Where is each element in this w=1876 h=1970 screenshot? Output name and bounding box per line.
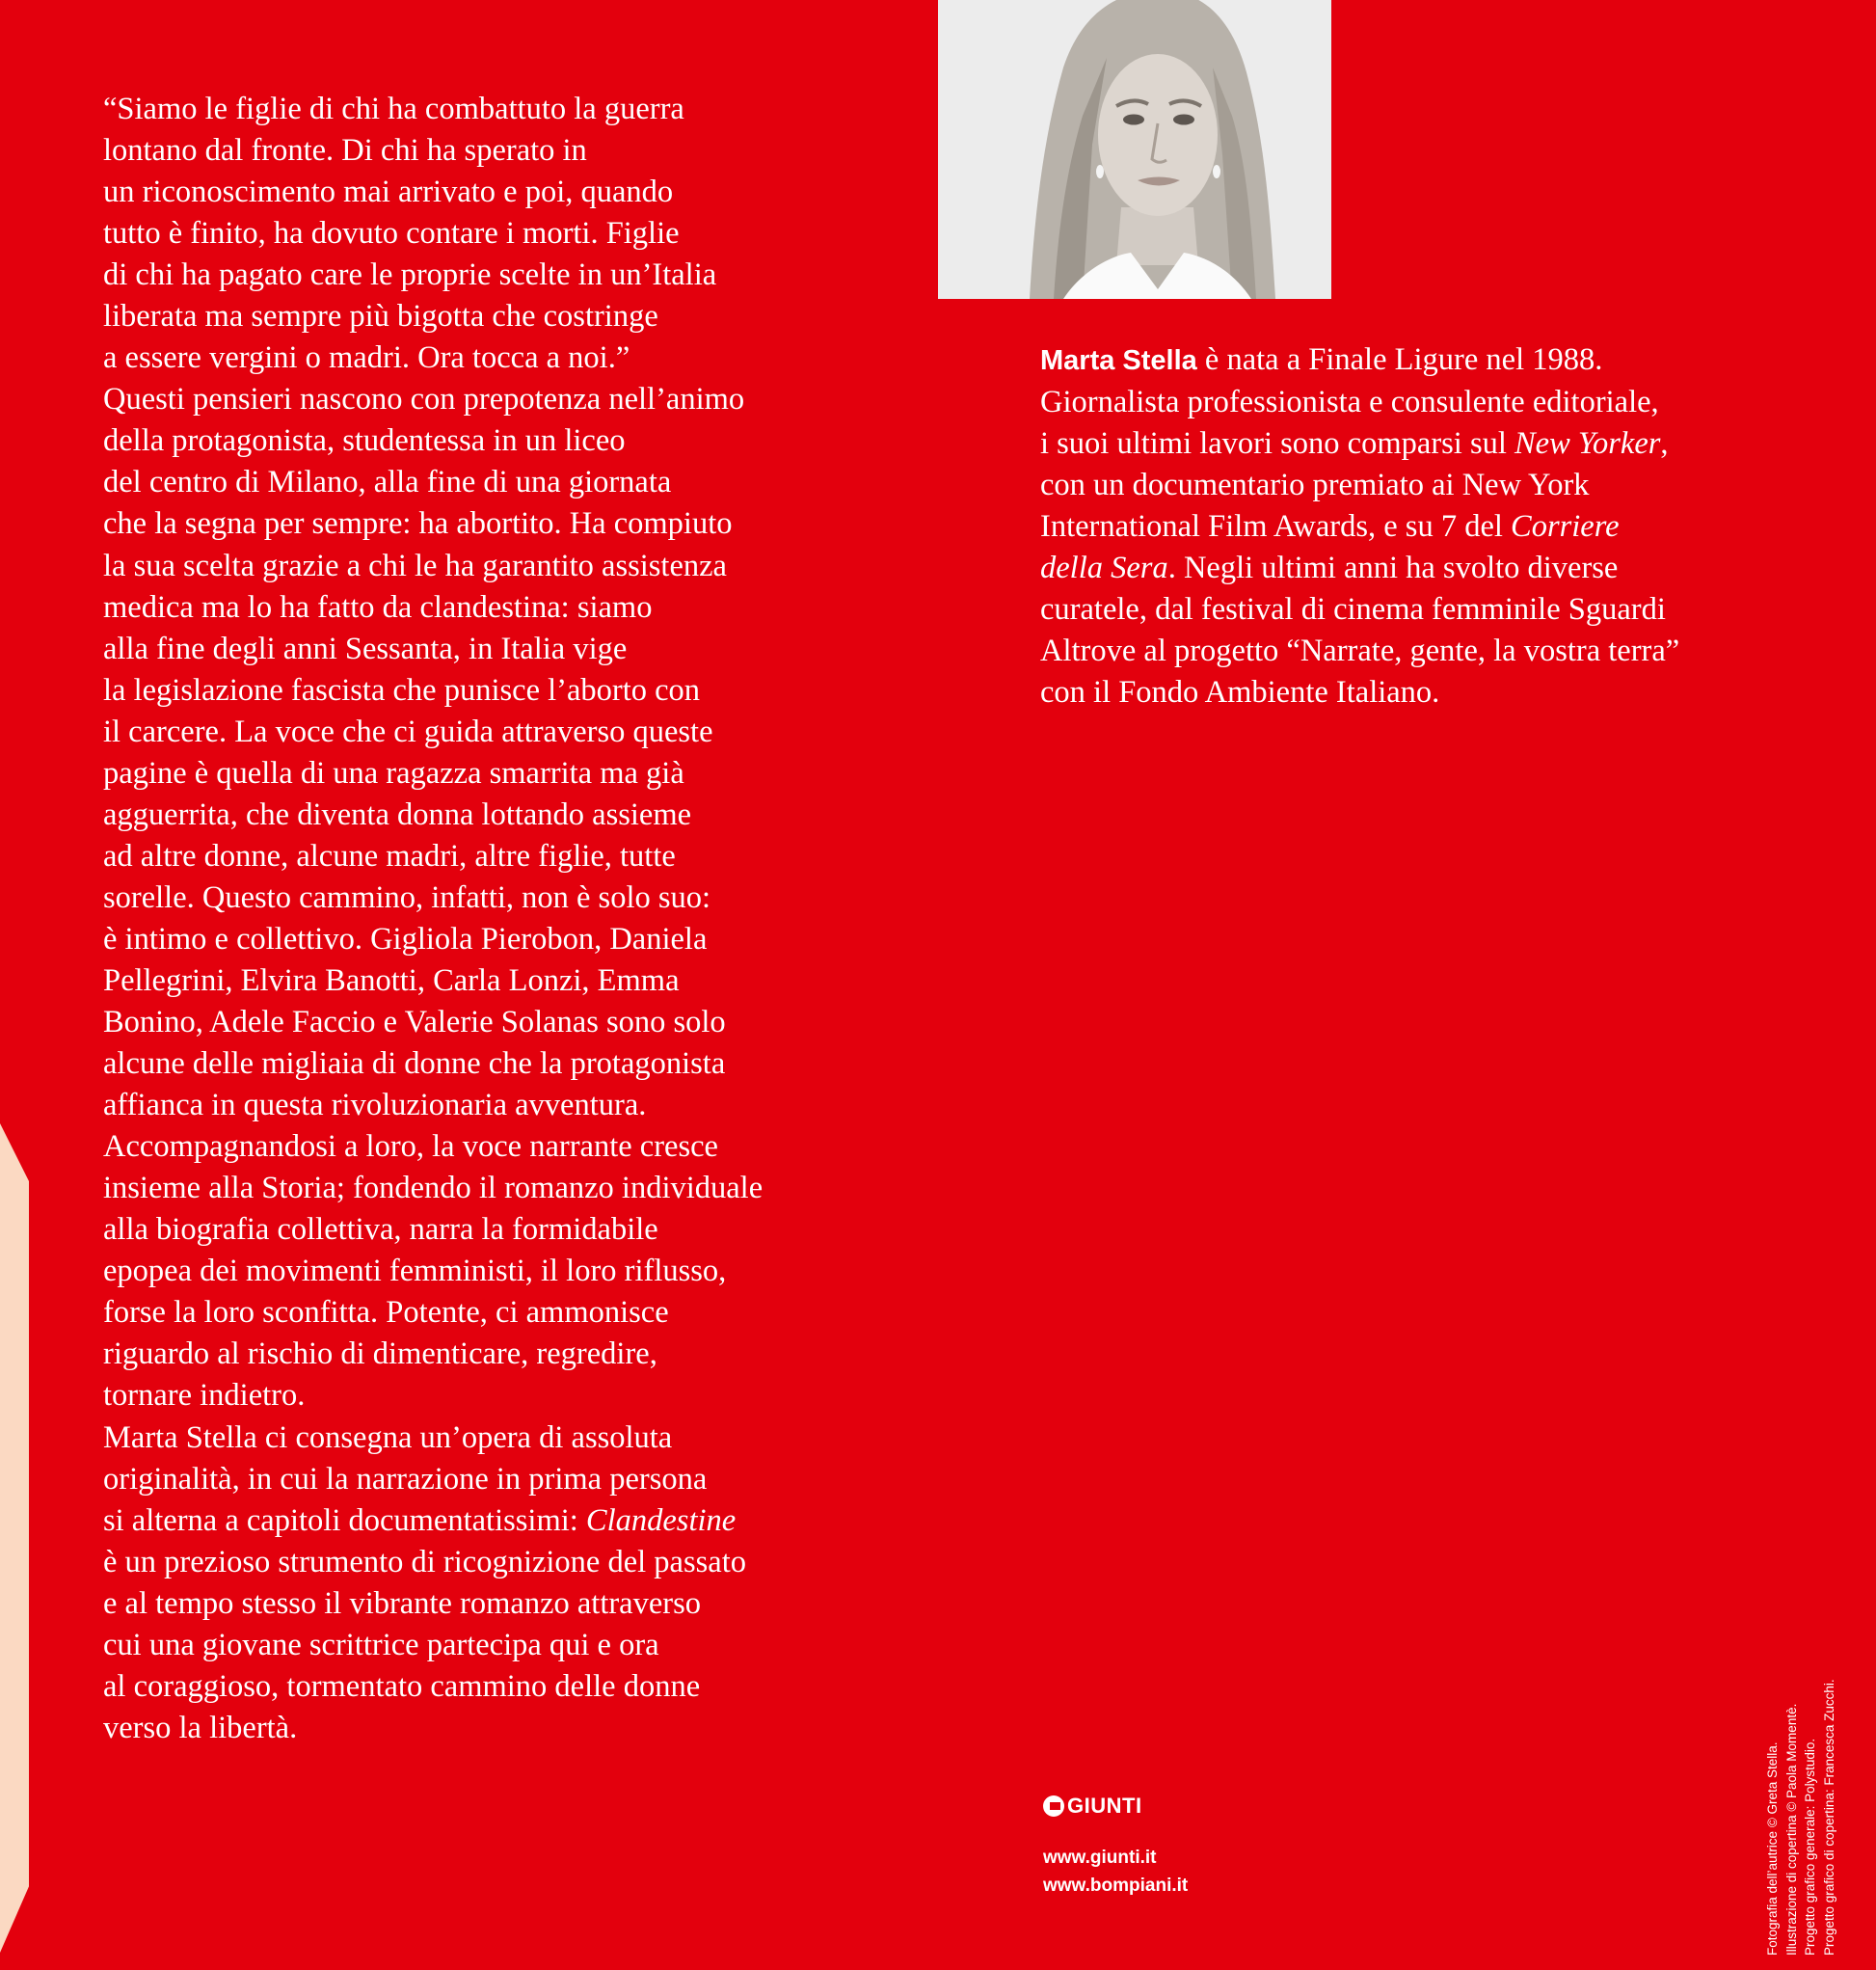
credit-line: Progetto grafico generale: Polystudio. [1803,1738,1817,1956]
blurb-line: Accompagnandosi a loro, la voce narrante cresce [103,1129,718,1165]
blurb-line: è un prezioso strumento di ricognizione del passato [103,1544,746,1579]
blurb-line: sorelle. Questo cammino, infatti, non è solo suo: [103,879,711,915]
blurb-line: riguardo al rischio di dimenticare, regredire, [103,1336,657,1372]
blurb-line: epopea dei movimenti femministi, il loro riflusso, [103,1254,727,1289]
blurb-line: al coraggioso, tormentato cammino delle donne [103,1668,701,1704]
blurb-line: di chi ha pagato care le proprie scelte in un’Italia [103,257,717,293]
blurb-line: è intimo e collettivo. Gigliola Pierobon, Daniela [103,921,708,957]
blurb-line: Pellegrini, Elvira Banotti, Carla Lonzi, Emma [103,962,680,998]
blurb-line: ad altre donne, alcune madri, altre figlie, tutte [103,838,676,874]
blurb-line: la legislazione fascista che punisce l’aborto con [103,672,701,708]
bio-line: Marta Stella è nata a Finale Ligure nel 1988. [1040,342,1603,377]
blurb-line: il carcere. La voce che ci guida attraverso queste [103,714,713,749]
author-photo [938,0,1331,299]
blurb-line: alla fine degli anni Sessanta, in Italia vige [103,631,628,666]
bio-line: curatele, dal festival di cinema femminile Sguardi [1040,592,1666,627]
blurb-line: pagine è quella di una ragazza smarrita ma già [103,755,684,791]
blurb-line: un riconoscimento mai arrivato e poi, quando [103,175,674,210]
publisher-block [1043,1794,1188,1900]
url-bompiani[interactable]: www.bompiani.it [1043,1876,1189,1896]
book-title: Clandestine [585,1502,737,1538]
bio-line: della Sera. Negli ultimi anni ha svolto diverse [1040,551,1619,585]
magazine-title: New Yorker [1514,426,1661,461]
blurb-line: a essere vergini o madri. Ora tocca a noi.” [103,340,630,376]
bio-line: Giornalista professionista e consulente editoriale, [1040,385,1659,419]
blurb-line: insieme alla Storia; fondendo il romanzo individuale [103,1171,764,1206]
blurb-line: e al tempo stesso il vibrante romanzo attraverso [103,1585,702,1621]
bio-line: Altrove al progetto “Narrate, gente, la vostra terra” [1040,634,1680,668]
credit-line: Progetto grafico di copertina: Francesca Zucchi. [1821,1679,1836,1956]
blurb-line: si alterna a capitoli documentatissimi: Clandestine [103,1502,737,1538]
blurb-line: agguerrita, che diventa donna lottando assieme [103,796,692,832]
author-bio [1040,339,1802,714]
blurb-line: Marta Stella ci consegna un’opera di assoluta [103,1419,673,1455]
blurb-line: medica ma lo ha fatto da clandestina: siamo [103,589,653,625]
newspaper-title: Corriere [1511,509,1620,544]
blurb-line: la sua scelta grazie a chi le ha garantito assistenza [103,548,727,583]
blurb-line: tutto è finito, ha dovuto contare i morti. Figlie [103,216,680,252]
publisher-urls [1043,1844,1188,1900]
bio-line: con un documentario premiato ai New York [1040,468,1590,502]
blurb-line: lontano dal fronte. Di chi ha sperato in [103,133,587,169]
blurb-line: tornare indietro. [103,1378,306,1414]
credit-line: Illustrazione di copertina © Paola Momentè. [1783,1703,1799,1956]
blurb-line: affianca in questa rivoluzionaria avventura. [103,1088,647,1123]
blurb-line: originalità, in cui la narrazione in prima persona [103,1461,708,1497]
bio-line: International Film Awards, e su 7 del Corriere [1040,509,1620,544]
blurb-line: alcune delle migliaia di donne che la protagonista [103,1046,726,1082]
blurb-line: del centro di Milano, alla fine di una giornata [103,465,672,500]
url-giunti[interactable]: www.giunti.it [1043,1848,1157,1868]
blurb-line: della protagonista, studentessa in un liceo [103,423,626,459]
blurb-line: cui una giovane scrittrice partecipa qui e ora [103,1627,659,1662]
newspaper-title: della Sera [1040,551,1168,585]
blurb-line: verso la libertà. [103,1710,298,1745]
credit-line: Fotografia dell’autrice © Greta Stella. [1765,1741,1780,1956]
blurb-line: Questi pensieri nascono con prepotenza nell’animo [103,382,745,418]
giunti-logo-icon [1043,1795,1064,1817]
blurb-line: alla biografia collettiva, narra la formidabile [103,1212,658,1248]
giunti-logo: GIUNTI [1043,1794,1188,1819]
blurb-line: forse la loro sconfitta. Potente, ci ammonisce [103,1295,669,1331]
author-name: Marta Stella [1040,345,1197,376]
spine-edge-strip [0,1123,29,1953]
blurb-line: che la segna per sempre: ha abortito. Ha compiuto [103,506,733,542]
blurb-line: liberata ma sempre più bigotta che costringe [103,299,658,335]
blurb-line: “Siamo le figlie di chi ha combattuto la guerra [103,92,684,126]
bio-line: i suoi ultimi lavori sono comparsi sul New Yorker, [1040,426,1669,461]
blurb-line: Bonino, Adele Faccio e Valerie Solanas sono solo [103,1005,726,1040]
blurb-text [103,89,855,1749]
image-credits [1763,1679,1838,1956]
bio-line: con il Fondo Ambiente Italiano. [1040,675,1440,710]
